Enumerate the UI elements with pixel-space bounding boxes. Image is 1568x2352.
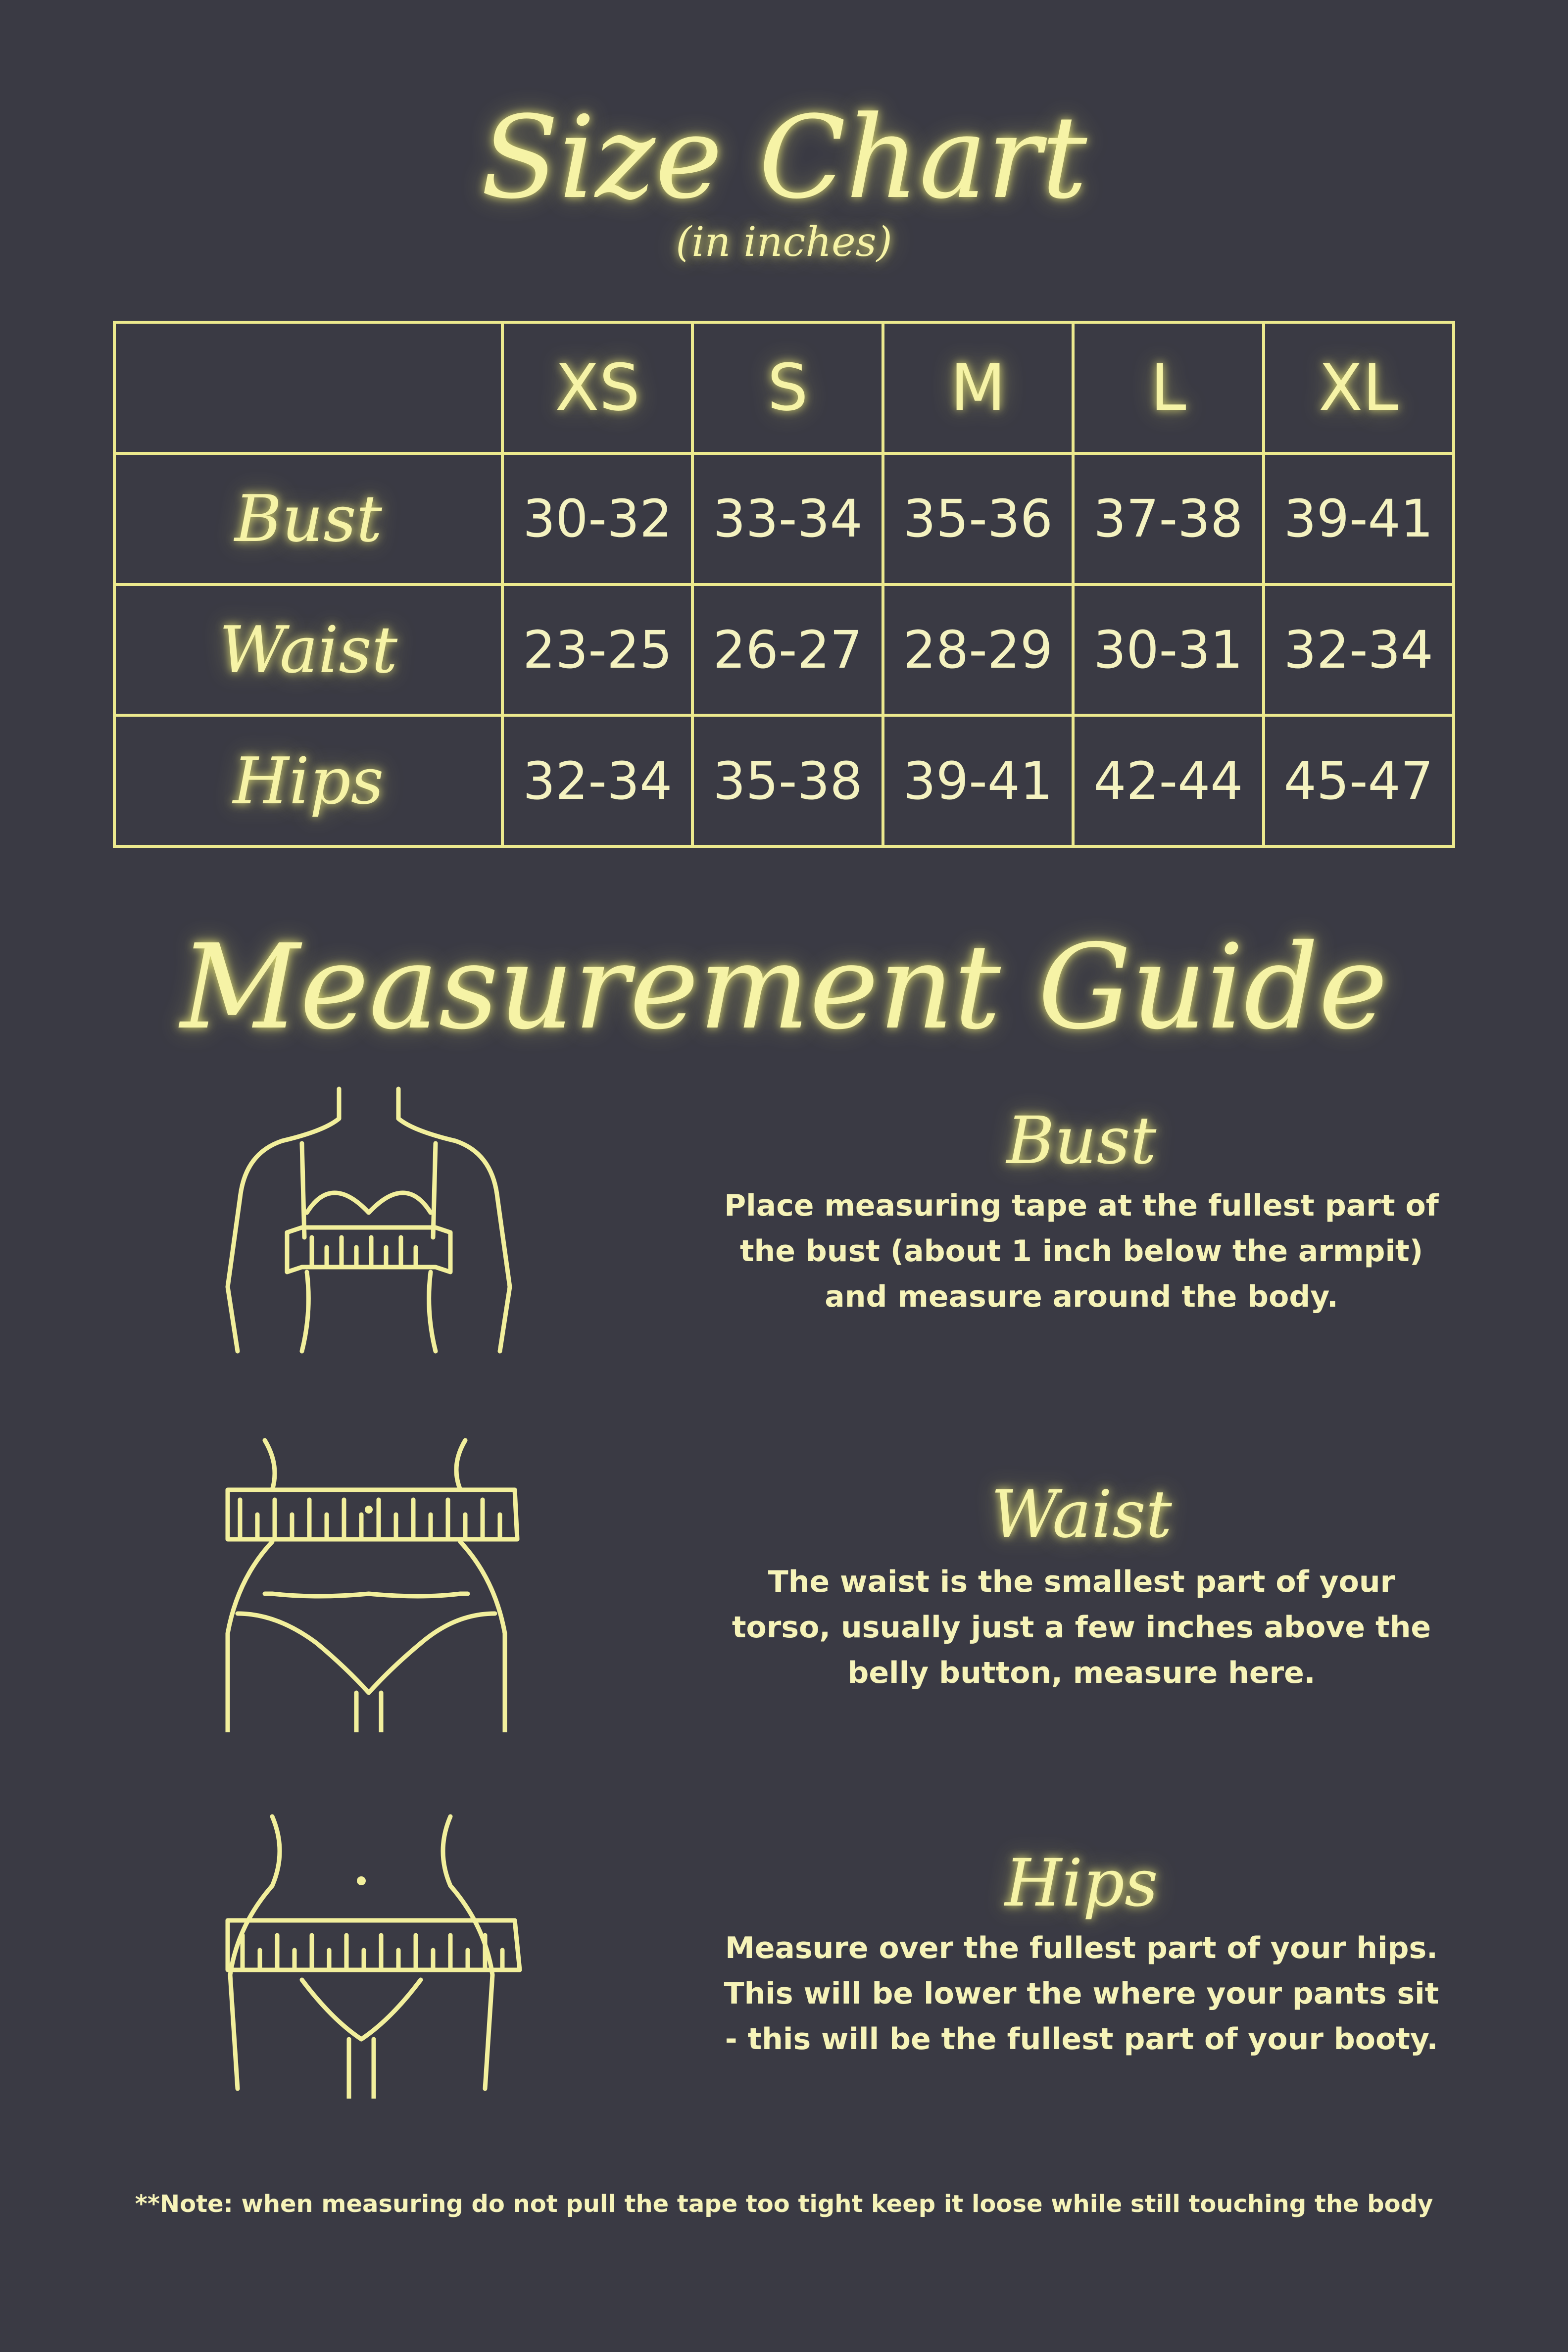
bust-description-line: the bust (about 1 inch below the armpit): [739, 1234, 1423, 1269]
table-corner-cell: [114, 322, 502, 453]
table-cell: 30-31: [1073, 585, 1263, 716]
bust-description-line: Place measuring tape at the fullest part of: [724, 1188, 1439, 1223]
table-row-waist: [114, 585, 1454, 716]
waist-measurement-illustration: [218, 1435, 535, 1732]
waist-description-line: torso, usually just a few inches above the: [732, 1610, 1431, 1645]
measuring-note: **Note: when measuring do not pull the tape too tight keep it loose while still touching the body: [135, 2190, 1433, 2218]
hips-measurement-illustration: [218, 1812, 544, 2099]
table-cell: 32-34: [502, 715, 692, 846]
bust-measurement-illustration: [218, 1079, 535, 1356]
bust-description: [718, 1183, 1445, 1320]
guide-title: Measurement Guide: [180, 919, 1388, 1055]
size-header-l: L: [1073, 322, 1263, 453]
hips-heading: Hips: [1005, 1845, 1158, 1921]
table-cell: 42-44: [1073, 715, 1263, 846]
page-title: Size Chart: [481, 92, 1087, 224]
table-cell: 23-25: [502, 585, 692, 716]
table-cell: 28-29: [883, 585, 1073, 716]
hips-description-line: Measure over the fullest part of your hips.: [725, 1931, 1438, 1965]
table-cell: 39-41: [1264, 453, 1454, 585]
row-label-waist: Waist: [114, 585, 502, 716]
table-cell: 35-36: [883, 453, 1073, 585]
size-header-s: S: [692, 322, 882, 453]
hips-description: [718, 1925, 1445, 2062]
row-label-hips: Hips: [114, 715, 502, 846]
size-header-xl: XL: [1264, 322, 1454, 453]
table-cell: 37-38: [1073, 453, 1263, 585]
table-cell: 35-38: [692, 715, 882, 846]
waist-heading: Waist: [991, 1476, 1172, 1553]
table-cell: 32-34: [1264, 585, 1454, 716]
waist-description: [718, 1559, 1445, 1696]
size-header-row: [114, 322, 1454, 453]
table-row-bust: [114, 453, 1454, 585]
hips-description-line: This will be lower the where your pants sit: [724, 1976, 1439, 2011]
table-cell: 26-27: [692, 585, 882, 716]
page-subtitle: (in inches): [676, 219, 892, 266]
table-row-hips: [114, 715, 1454, 846]
bust-heading: Bust: [1006, 1103, 1157, 1179]
waist-description-line: belly button, measure here.: [847, 1656, 1316, 1690]
size-header-m: M: [883, 322, 1073, 453]
table-cell: 33-34: [692, 453, 882, 585]
size-table: [113, 321, 1455, 848]
row-label-bust: Bust: [114, 453, 502, 585]
hips-description-line: - this will be the fullest part of your booty.: [725, 2022, 1438, 2057]
table-cell: 30-32: [502, 453, 692, 585]
table-cell: 39-41: [883, 715, 1073, 846]
bust-description-line: and measure around the body.: [825, 1279, 1338, 1314]
size-header-xs: XS: [502, 322, 692, 453]
table-cell: 45-47: [1264, 715, 1454, 846]
waist-description-line: The waist is the smallest part of your: [768, 1565, 1395, 1599]
